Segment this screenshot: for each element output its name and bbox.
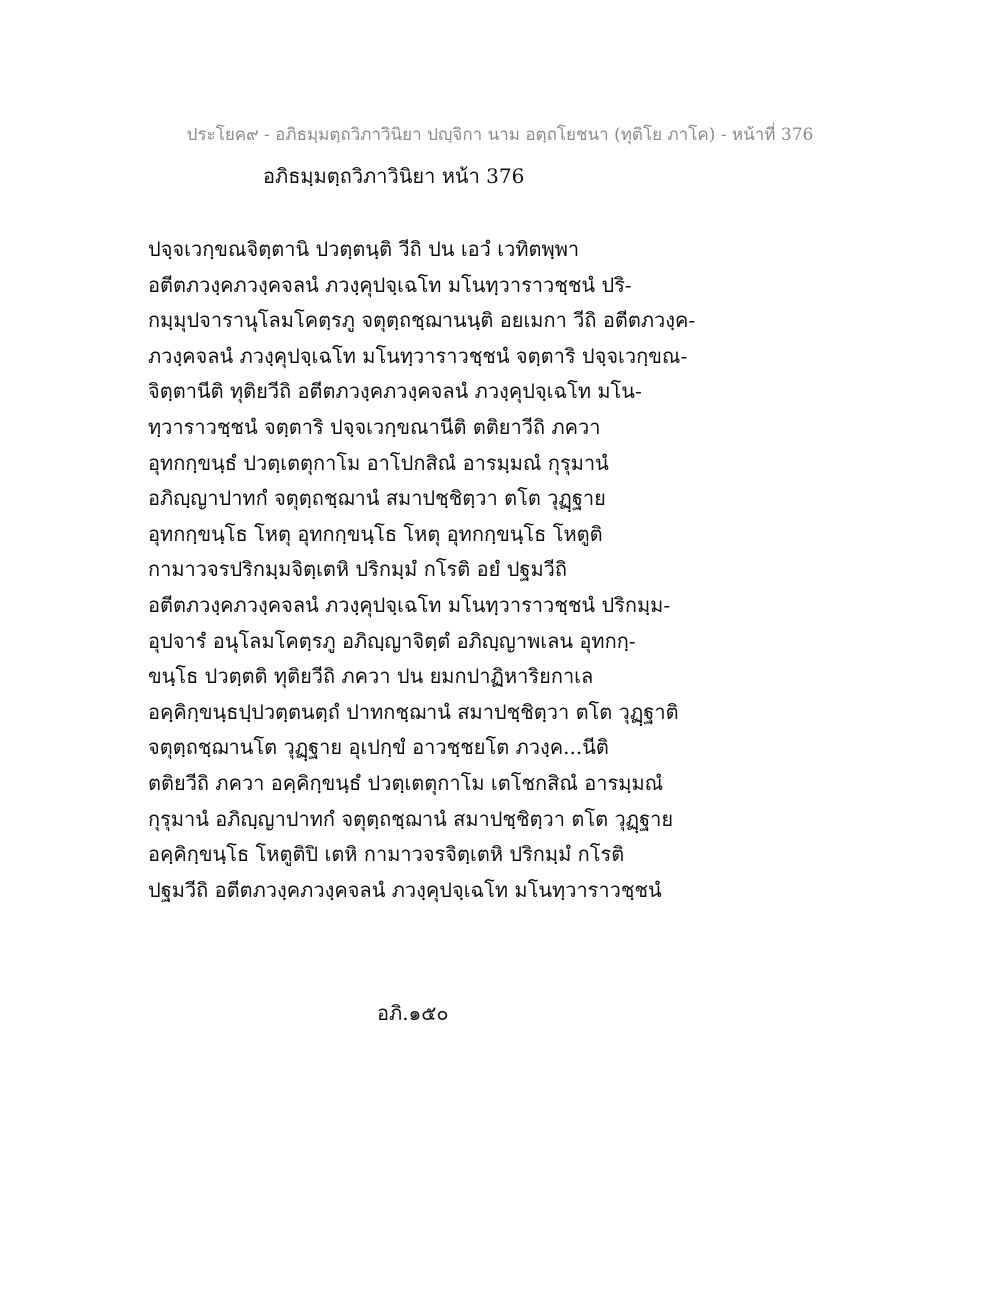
- text-line: ภวงฺคจลนํ ภวงฺคุปจฺเฉโท มโนทฺวาราวชฺชนํ จตฺตาริ ปจฺจเวกฺขณ-: [148, 343, 688, 368]
- text-line: ทฺวาราวชฺชนํ จตฺตาริ ปจฺจเวกฺขณานีติ ตติยาวีถิ ภควา: [148, 414, 601, 439]
- text-line: กามาวจรปริกมฺมจิตฺเตหิ ปริกมฺมํ กโรติ อยํ ปฐมวีถิ: [148, 557, 567, 582]
- text-line: อภิญฺญาปาทกํ จตุตฺถชฺฌานํ สมาปชฺชิตฺวา ตโต วุฏฺฐาย: [148, 486, 606, 511]
- text-line: อุปจารํ อนุโลมโคตฺรภู อภิญฺญาจิตฺตํ อภิญฺญาพเลน อุทกกฺ-: [148, 628, 636, 653]
- text-line: อตีตภวงฺคภวงฺคจลนํ ภวงฺคุปจฺเฉโท มโนทฺวาราวชฺชนํ ปริ-: [148, 272, 632, 297]
- text-line: อคฺคิกฺขนฺโธ โหตูติปิ เตหิ กามาวจรจิตฺเตหิ ปริกมฺมํ กโรติ: [148, 842, 625, 867]
- text-line: ปจฺจเวกฺขณจิตฺตานิ ปวตฺตนฺติ วีถิ ปน เอวํ เวทิตพฺพา: [148, 237, 580, 261]
- text-line: กุรุมานํ อภิญฺญาปาทกํ จตุตฺถชฺฌานํ สมาปชฺชิตฺวา ตโต วุฏฺฐาย: [148, 806, 674, 831]
- text-line: อุทกกฺขนฺโธ โหตุ อุทกกฺขนฺโธ โหตุ อุทกกฺขนฺโธ โหตูติ: [148, 521, 603, 546]
- page-title: อภิธมฺมตฺถวิภาวินิยา หน้า 376: [263, 164, 525, 188]
- page-footer: อภิ.๑๕๐: [377, 1001, 449, 1025]
- running-header: ประโยค๙ - อภิธมฺมตฺถวิภาวินิยา ปญฺจิกา นาม อตฺถโยชนา (ทุติโย ภาโค) - หน้าที่ 376: [186, 125, 814, 145]
- body-text: [148, 232, 708, 908]
- text-line: อคฺคิกฺขนฺธปฺปวตฺตนตฺถํ ปาทกชฺฌานํ สมาปชฺชิตฺวา ตโต วุฏฺฐาติ: [148, 699, 679, 724]
- text-line: อุทกกฺขนฺธํ ปวตฺเตตุกาโม อาโปกสิณํ อารมฺมณํ กุรุมานํ: [148, 450, 609, 475]
- text-line: ตติยวีถิ ภควา อคฺคิกฺขนฺธํ ปวตฺเตตุกาโม เตโชกสิณํ อารมฺมณํ: [148, 770, 664, 795]
- text-line: ปฐมวีถิ อตีตภวงฺคภวงฺคจลนํ ภวงฺคุปจฺเฉโท มโนทฺวาราวชฺชนํ: [148, 877, 662, 902]
- text-line: ขนฺโธ ปวตฺตติ ทุติยวีถิ ภควา ปน ยมกปาฏิหาริยกาเล: [148, 664, 594, 689]
- text-line: จตุตฺถชฺฌานโต วุฏฺฐาย อุเปกฺขํ อาวชฺชยโต ภวงฺค...นีติ: [148, 735, 609, 760]
- text-line: จิตฺตานีติ ทุติยวีถิ อตีตภวงฺคภวงฺคจลนํ ภวงฺคุปจฺเฉโท มโน-: [148, 379, 642, 404]
- text-line: อตีตภวงฺคภวงฺคจลนํ ภวงฺคุปจฺเฉโท มโนทฺวาราวชฺชนํ ปริกมฺม-: [148, 592, 671, 617]
- text-line: กมฺมุปจารานุโลมโคตฺรภู จตุตฺถชฺฌานนฺติ อยเมกา วีถิ อตีตภวงฺค-: [148, 308, 696, 333]
